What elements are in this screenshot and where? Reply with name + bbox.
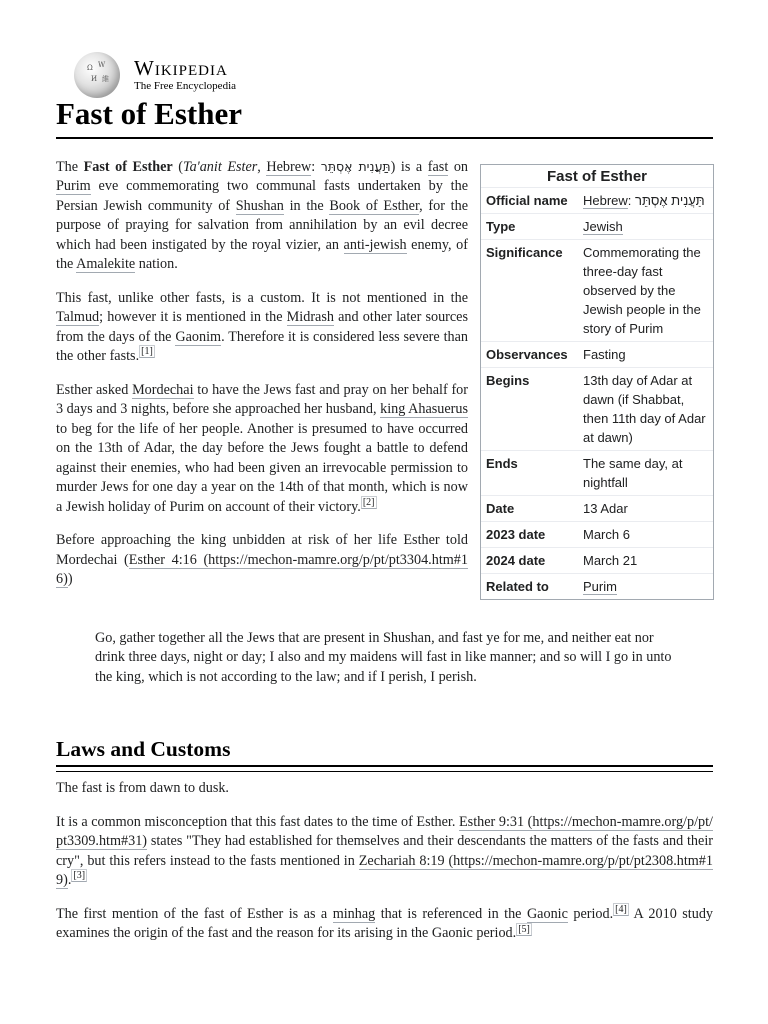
infobox-label: Type — [486, 219, 516, 234]
link-talmud[interactable]: Talmud — [56, 309, 100, 326]
link-mordechai[interactable]: Mordechai — [132, 382, 194, 399]
link-midrash[interactable]: Midrash — [286, 309, 334, 326]
reference-link[interactable]: [2] — [362, 496, 375, 508]
wikipedia-wordmark[interactable]: Wikipedia — [134, 56, 228, 80]
infobox-label: Significance — [486, 245, 563, 260]
title-divider — [56, 137, 713, 139]
text: nation. — [135, 256, 178, 273]
infobox-title: Fast of Esther — [481, 165, 713, 188]
infobox-value-text: Commemorating the three-day fast observed by the Jewish people in the story of Purim — [583, 245, 701, 336]
link-purim[interactable]: Purim — [56, 178, 91, 195]
text: , for the purpose of praying for salvation from annihilation by an evil decree which had been instigated by the royal vizier, an — [56, 197, 468, 253]
text: . — [67, 872, 72, 889]
infobox-value-text: 13 Adar — [583, 501, 628, 516]
text: It is a common misconception that this fast dates to the time of Esther. — [56, 813, 460, 830]
infobox-label: Date — [486, 501, 515, 516]
infobox-value-link[interactable]: Jewish — [583, 219, 623, 234]
link-hebrew[interactable]: Hebrew — [266, 159, 312, 175]
text: to have the Jews fast and pray on her behalf for 3 days and 3 nights, before she approached her husband, — [56, 382, 468, 418]
infobox-label: 2023 date — [486, 527, 546, 542]
infobox-value-text: Fasting — [583, 347, 626, 362]
infobox-value-text: 13th day of Adar at dawn (if Shabbat, then 11th day of Adar at dawn) — [583, 373, 706, 445]
text: , — [257, 159, 267, 175]
infobox-label: Begins — [486, 373, 530, 388]
infobox-label: Ends — [486, 456, 518, 471]
block-quote: Go, gather together all the Jews that are present in Shushan, and fast ye for me, and neither eat nor drink three days, night or day; I also and my maidens will fast in like manner; and so will I go in unto the king, which is not according to the law; and if I perish, I perish. — [95, 630, 672, 685]
text: eve commemorating two communal fasts undertaken by the Persian Jewish community of — [56, 178, 468, 214]
reference-3[interactable] — [71, 869, 87, 882]
reference-link[interactable]: [5] — [518, 923, 530, 935]
link-esther-9-31[interactable]: Esther 9:31 (https://mechon-mamre.org/p/pt/pt3309.htm#31) — [56, 813, 714, 850]
reference-2[interactable] — [361, 496, 377, 509]
infobox-value-link[interactable]: Purim — [583, 579, 617, 594]
article-subject-bold: Fast of Esther — [83, 159, 173, 175]
text: : — [311, 159, 321, 175]
transliteration: Ta'anit Ester — [183, 159, 258, 175]
infobox-label: Related to — [486, 579, 549, 594]
text: on — [448, 159, 469, 175]
infobox-label: 2024 date — [486, 553, 546, 568]
section-laws-content — [56, 779, 713, 958]
link-esther-4-16[interactable]: Esther 4:16 (https://mechon-mamre.org/p/pt/pt3304.htm#16) — [56, 551, 468, 588]
text: period. — [567, 906, 614, 923]
intro-paragraph-3 — [56, 381, 468, 517]
section-heading-laws: Laws and Customs — [56, 737, 231, 761]
laws-paragraph-2 — [56, 813, 713, 891]
text: Esther asked — [56, 382, 133, 399]
text: Before approaching the king unbidden at risk of her life Esther told Mordechai ( — [56, 532, 468, 568]
infobox-value-text: March 21 — [583, 553, 638, 568]
text: and other later sources from the days of the — [56, 309, 469, 345]
infobox-value-text: March 6 — [583, 527, 630, 542]
intro-paragraph-4 — [56, 531, 468, 589]
link-amalekite[interactable]: Amalekite — [76, 256, 136, 273]
link-book-of-esther[interactable]: Book of Esther — [329, 197, 420, 214]
link-zechariah-8-19[interactable]: Zechariah 8:19 (https://mechon-mamre.org/p/pt/pt2308.htm#19) — [56, 852, 713, 889]
infobox-label: Observances — [486, 347, 568, 362]
section-divider-thin — [56, 771, 713, 772]
link-fast[interactable]: fast — [427, 159, 449, 175]
reference-link[interactable]: [1] — [141, 346, 153, 358]
reference-link[interactable]: [4] — [615, 904, 627, 916]
laws-paragraph-1: The fast is from dawn to dusk. — [56, 780, 229, 796]
wikipedia-globe-icon[interactable]: Ω W И 維 — [74, 52, 120, 98]
text: that is referenced in the — [375, 906, 527, 923]
section-divider — [56, 765, 713, 767]
text: ( — [172, 159, 183, 175]
reference-5[interactable] — [516, 923, 532, 936]
text: ) is a — [390, 159, 428, 175]
text: This fast, unlike other fasts, is a custom. It is not mentioned in the — [56, 289, 468, 306]
text: The — [56, 159, 84, 175]
text: The first mention of the fast of Esther is as a — [56, 906, 333, 923]
text: in the — [283, 197, 330, 214]
text: ; however it is mentioned in the — [99, 309, 287, 326]
article-intro — [56, 157, 713, 604]
laws-paragraph-3 — [56, 905, 713, 944]
infobox-value-link[interactable]: Hebrew — [583, 193, 628, 208]
link-shushan[interactable]: Shushan — [235, 197, 284, 214]
link-gaonim[interactable]: Gaonim — [175, 328, 222, 345]
intro-paragraph-2 — [56, 289, 468, 367]
reference-4[interactable] — [613, 903, 629, 916]
hebrew-name: תַּעֲנִית אֶסְתֵּר — [320, 159, 391, 174]
text: enemy, of the — [56, 236, 468, 273]
site-header[interactable] — [74, 52, 274, 98]
wikipedia-tagline: The Free Encyclopedia — [134, 80, 237, 92]
infobox-value-text: The same day, at nightfall — [583, 456, 683, 490]
infobox-label: Official name — [486, 193, 568, 208]
reference-1[interactable] — [139, 345, 155, 358]
text: A 2010 study examines the origin of the fast and the reason for its arising in the Gaonic period. — [56, 906, 714, 942]
page-title: Fast of Esther — [56, 96, 242, 131]
link-king-ahasuerus[interactable]: king Ahasuerus — [380, 401, 469, 418]
infobox-value-text: : תַּעֲנִית אֶסְתֵּר — [627, 193, 705, 208]
link-anti-jewish[interactable]: anti-jewish — [343, 236, 407, 253]
text: ) — [67, 571, 73, 588]
text: to beg for the life of her people. Another is presumed to have occurred on the 13th of Adar, the day before the Jews fought a battle to defend against their enemies, who had been given an irrevocable permission to murder Jews for one day a year on the 14th of that month, which is now a Jewish holiday of Purim on account of their victory. — [56, 420, 468, 515]
reference-link[interactable]: [3] — [73, 870, 86, 882]
link-gaonic[interactable]: Gaonic — [526, 906, 568, 923]
intro-paragraph-1 — [56, 157, 468, 274]
text: . Therefore it is considered less severe than the other fasts. — [56, 328, 468, 365]
text: states "They had established for themselves and their descendants the matters of the fasts and their cry", but this refers instead to the fasts mentioned in — [56, 833, 713, 869]
link-minhag[interactable]: minhag — [332, 906, 376, 923]
